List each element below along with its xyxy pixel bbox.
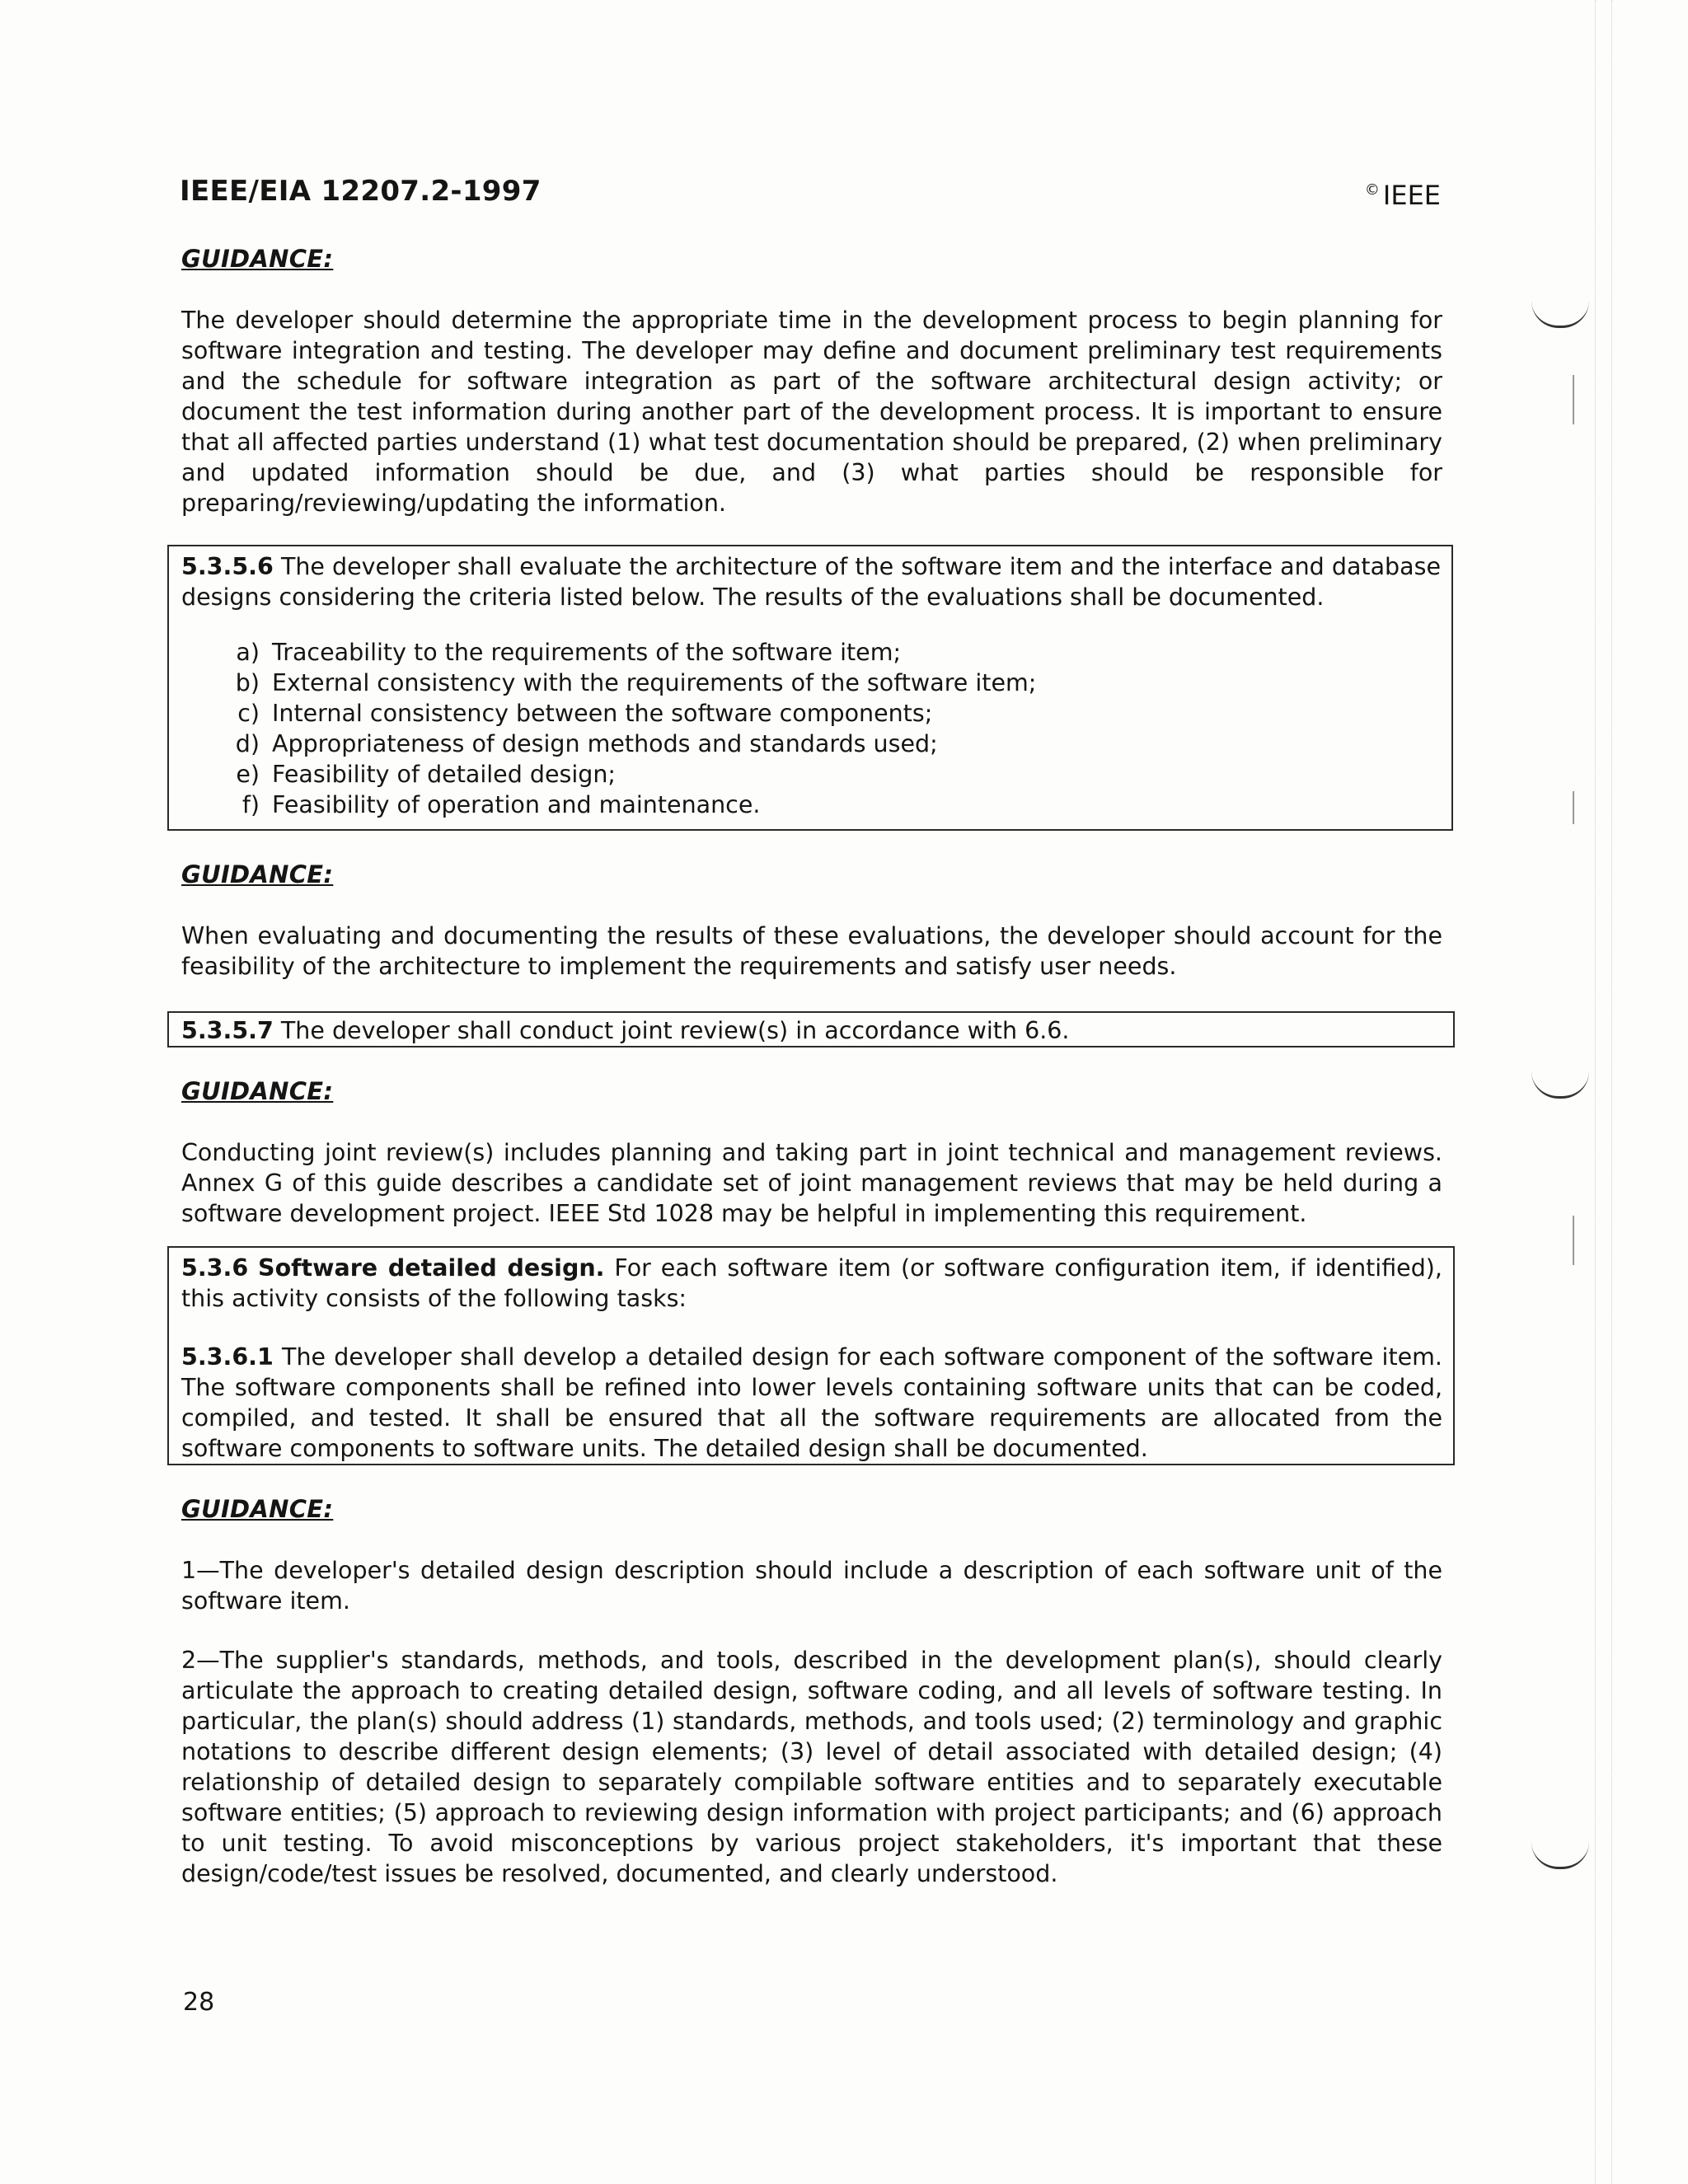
clause-number: 5.3.5.7 [181, 1017, 274, 1044]
list-text: Feasibility of operation and maintenance. [272, 791, 761, 818]
list-item [181, 790, 1441, 820]
list-label: e) [236, 761, 260, 788]
margin-bar-mark [1573, 1216, 1574, 1265]
list-text: Traceability to the requirements of the software item; [272, 639, 902, 666]
requirement-paragraph [181, 551, 1441, 612]
handwritten-check-mark [1531, 301, 1589, 328]
list-item [181, 729, 1441, 759]
list-label: f) [241, 791, 260, 818]
scan-artifact-line [1595, 0, 1596, 2184]
list-text: External consistency with the requirements of the software item; [272, 669, 1037, 696]
list-item [181, 637, 1441, 668]
requirement-paragraph [181, 1253, 1442, 1314]
clause-number: 5.3.5.6 [181, 553, 274, 580]
list-text: Feasibility of detailed design; [272, 761, 617, 788]
guidance-heading: GUIDANCE: [181, 245, 334, 273]
list-label: d) [235, 730, 260, 757]
clause-text: For each software item (or software configuration item, if identified), this activity consists of the following tasks: [181, 1254, 1442, 1312]
clause-text: The developer shall evaluate the architecture of the software item and the interface and database designs considering the criteria listed below. The results of the evaluations shall be documented. [181, 553, 1441, 611]
margin-bar-mark [1573, 791, 1574, 824]
list-text: Internal consistency between the software components; [272, 700, 933, 727]
page-header [180, 175, 1441, 216]
list-item [181, 698, 1441, 729]
list-item [181, 668, 1441, 698]
list-item [181, 759, 1441, 790]
guidance-heading: GUIDANCE: [181, 860, 334, 888]
copyright-symbol: © [1364, 181, 1380, 199]
clause-number: 5.3.6.1 [181, 1343, 274, 1371]
list-label: b) [235, 669, 260, 696]
list-label: a) [236, 639, 260, 666]
requirement-box-5-3-6 [167, 1246, 1455, 1465]
requirement-paragraph [181, 1342, 1442, 1464]
guidance-note-2: 2—The supplier's standards, methods, and tools, described in the development plan(s), should clearly articulate the approach to creating detailed design, software coding, and all levels of software testing. In particular, the plan(s) should address (1) standards, methods, and tools used; (2) terminology and graphic notations to describe different design elements; (3) level of detail associated with detailed design; (4) relationship of detailed design to separately compilable software entities and to separately executable software entities; (5) approach to reviewing design information with project participants; and (6) approach to unit testing. To avoid misconceptions by various project stakeholders, it's important that these design/code/test issues be resolved, documented, and clearly understood. [181, 1647, 1442, 1887]
list-label: c) [237, 700, 260, 727]
clause-text: The developer shall conduct joint review(s) in accordance with 6.6. [280, 1017, 1070, 1044]
clause-text: The developer shall develop a detailed design for each software component of the software item. The software components shall be refined into lower levels containing software units that can be coded, compiled, and tested. It shall be ensured that all the software requirements are allocated from the software components to software units. The detailed design shall be documented. [181, 1343, 1442, 1462]
guidance-note-1: 1—The developer's detailed design description should include a description of each software unit of the software item. [181, 1557, 1442, 1615]
standard-id: IEEE/EIA 12207.2-1997 [180, 175, 542, 208]
guidance-paragraph: The developer should determine the appropriate time in the development process to begin planning for software integration and testing. The developer may define and document preliminary test requirements and the schedule for software integration as part of the software architectural design activity; or document the test information during another part of the development process. It is important to ensure that all affected parties understand (1) what test documentation should be prepared, (2) when preliminary and updated information should be due, and (3) what parties should be responsible for preparing/reviewing/updating the information. [181, 307, 1442, 517]
requirement-paragraph [181, 1015, 1442, 1046]
requirement-box-5-3-5-6 [167, 545, 1453, 831]
guidance-paragraph: When evaluating and documenting the results of these evaluations, the developer should account for the feasibility of the architecture to implement the requirements and satisfy user needs. [181, 922, 1442, 980]
margin-bar-mark [1573, 375, 1574, 424]
handwritten-check-mark [1531, 1842, 1589, 1869]
copyright-notice [1365, 180, 1441, 211]
clause-title: Software detailed design. [258, 1254, 605, 1282]
criteria-list [181, 637, 1441, 820]
page-number: 28 [183, 1988, 215, 2017]
guidance-heading: GUIDANCE: [181, 1495, 334, 1523]
scan-artifact-line [1611, 0, 1612, 2184]
guidance-paragraph: Conducting joint review(s) includes planning and taking part in joint technical and management reviews. Annex G of this guide describes a candidate set of joint management reviews that may be held during a software development project. IEEE Std 1028 may be helpful in implementing this requirement. [181, 1139, 1442, 1227]
list-text: Appropriateness of design methods and standards used; [272, 730, 938, 757]
guidance-heading: GUIDANCE: [181, 1077, 334, 1105]
publisher: IEEE [1382, 180, 1441, 211]
clause-number: 5.3.6 [181, 1254, 249, 1282]
handwritten-check-mark [1531, 1071, 1589, 1099]
requirement-box-5-3-5-7 [167, 1011, 1455, 1047]
